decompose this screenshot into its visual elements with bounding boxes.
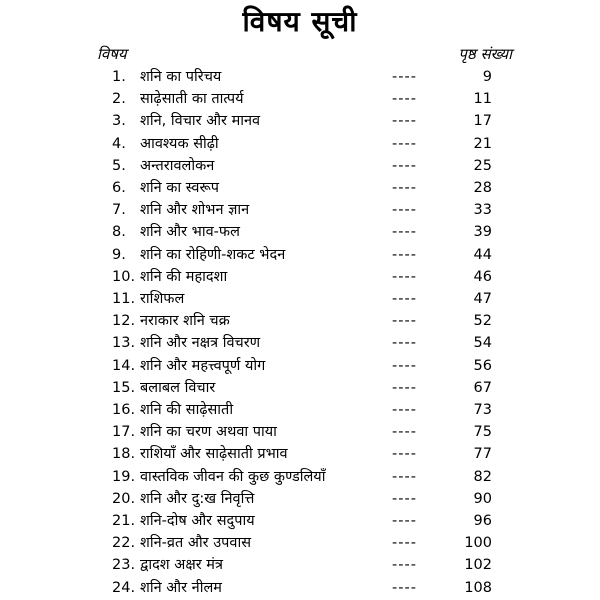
toc-entry bbox=[0, 332, 600, 354]
entry-dash: ---- bbox=[392, 113, 417, 130]
entry-page-number: 52 bbox=[473, 313, 492, 330]
entry-number: 15. bbox=[112, 379, 136, 396]
entry-label: शनि-व्रत और उपवास bbox=[140, 535, 252, 552]
entry-dash: ---- bbox=[392, 490, 417, 507]
toc-entry bbox=[0, 377, 600, 399]
entry-label: राशिफल bbox=[140, 291, 185, 307]
entry-label: शनि का स्वरूप bbox=[140, 180, 219, 196]
entry-page-number: 44 bbox=[473, 246, 492, 263]
entry-label: शनि और महत्त्वपूर्ण योग bbox=[140, 357, 266, 374]
toc-entry bbox=[0, 244, 600, 266]
entry-label: बलाबल विचार bbox=[140, 379, 216, 396]
entry-number: 6. bbox=[112, 180, 126, 196]
entry-page-number: 25 bbox=[473, 157, 492, 174]
entry-page-number: 77 bbox=[473, 446, 492, 463]
entry-page-number: 100 bbox=[464, 535, 492, 552]
entry-dash: ---- bbox=[392, 157, 417, 174]
entry-number: 5. bbox=[112, 157, 126, 174]
toc-entry bbox=[0, 443, 600, 465]
entry-label: राशियाँ और साढ़ेसाती प्रभाव bbox=[140, 446, 288, 463]
entry-label: शनि की साढ़ेसाती bbox=[140, 402, 234, 418]
entry-page-number: 102 bbox=[464, 557, 492, 574]
entry-label: साढ़ेसाती का तात्पर्य bbox=[140, 91, 244, 108]
entry-number: 21. bbox=[112, 513, 136, 529]
entry-dash: ---- bbox=[392, 357, 417, 374]
toc-entry bbox=[0, 577, 600, 599]
entry-label: नराकार शनि चक्र bbox=[140, 313, 230, 330]
entry-page-number: 56 bbox=[473, 357, 492, 374]
entry-number: 23. bbox=[112, 557, 136, 574]
entry-dash: ---- bbox=[392, 535, 417, 552]
entry-dash: ---- bbox=[392, 91, 417, 108]
entry-dash: ---- bbox=[392, 313, 417, 330]
entry-dash: ---- bbox=[392, 468, 417, 485]
entry-dash: ---- bbox=[392, 69, 417, 85]
subject-column-header: विषय bbox=[97, 45, 127, 63]
toc-entry bbox=[0, 288, 600, 310]
entry-number: 24. bbox=[112, 579, 136, 596]
entry-label: शनि और भाव-फल bbox=[140, 224, 240, 241]
entry-label: शनि का रोहिणी-शकट भेदन bbox=[140, 246, 286, 263]
entry-dash: ---- bbox=[392, 180, 417, 196]
entry-number: 20. bbox=[112, 490, 136, 507]
toc-entry bbox=[0, 510, 600, 532]
entry-number: 19. bbox=[112, 468, 136, 485]
entry-label: शनि और दु:ख निवृत्ति bbox=[140, 490, 255, 507]
toc-entry bbox=[0, 177, 600, 199]
toc-entry bbox=[0, 133, 600, 155]
toc-entry bbox=[0, 488, 600, 510]
entry-page-number: 11 bbox=[473, 91, 492, 108]
entry-number: 4. bbox=[112, 135, 126, 152]
entry-number: 13. bbox=[112, 335, 136, 352]
entry-number: 3. bbox=[112, 113, 126, 130]
entry-page-number: 90 bbox=[473, 490, 492, 507]
entry-label: शनि और नीलम bbox=[140, 579, 222, 596]
entry-page-number: 33 bbox=[473, 202, 492, 219]
entry-dash: ---- bbox=[392, 379, 417, 396]
entry-number: 22. bbox=[112, 535, 136, 552]
toc-entry bbox=[0, 110, 600, 132]
entry-dash: ---- bbox=[392, 291, 417, 307]
entry-dash: ---- bbox=[392, 202, 417, 219]
entry-page-number: 46 bbox=[473, 268, 492, 285]
entry-page-number: 82 bbox=[473, 468, 492, 485]
entry-number: 10. bbox=[112, 268, 136, 285]
entry-page-number: 73 bbox=[473, 402, 492, 418]
entry-label: शनि की महादशा bbox=[140, 268, 228, 285]
page-column-header: पृष्ठ संख्या bbox=[458, 45, 512, 63]
entry-page-number: 17 bbox=[473, 113, 492, 130]
entry-dash: ---- bbox=[392, 268, 417, 285]
toc-entry bbox=[0, 466, 600, 488]
entry-page-number: 67 bbox=[473, 379, 492, 396]
entry-dash: ---- bbox=[392, 135, 417, 152]
entry-label: शनि का परिचय bbox=[140, 69, 222, 85]
entry-label: शनि और शोभन ज्ञान bbox=[140, 202, 250, 219]
entry-dash: ---- bbox=[392, 224, 417, 241]
entry-dash: ---- bbox=[392, 513, 417, 529]
entry-label: वास्तविक जीवन की कुछ कुण्डलियाँ bbox=[140, 468, 326, 485]
entry-page-number: 9 bbox=[482, 69, 492, 85]
entry-dash: ---- bbox=[392, 446, 417, 463]
entry-label: आवश्यक सीढ़ी bbox=[140, 135, 219, 152]
page-title: विषय सूची bbox=[242, 5, 358, 38]
entry-label: शनि और नक्षत्र विचरण bbox=[140, 335, 261, 352]
entry-dash: ---- bbox=[392, 335, 417, 352]
entry-number: 2. bbox=[112, 91, 126, 108]
entry-dash: ---- bbox=[392, 246, 417, 263]
entry-label: द्वादश अक्षर मंत्र bbox=[140, 557, 223, 574]
entry-number: 17. bbox=[112, 424, 136, 441]
toc-entry bbox=[0, 221, 600, 243]
entry-number: 8. bbox=[112, 224, 126, 241]
entry-dash: ---- bbox=[392, 424, 417, 441]
toc-entry bbox=[0, 355, 600, 377]
entry-label: शनि का चरण अथवा पाया bbox=[140, 424, 277, 441]
entry-page-number: 75 bbox=[473, 424, 492, 441]
entry-label: अन्तरावलोकन bbox=[140, 157, 215, 174]
toc-entry bbox=[0, 532, 600, 554]
entry-dash: ---- bbox=[392, 557, 417, 574]
toc-entry bbox=[0, 66, 600, 88]
toc-entry bbox=[0, 421, 600, 443]
toc-entry bbox=[0, 266, 600, 288]
toc-entry bbox=[0, 399, 600, 421]
toc-entry bbox=[0, 199, 600, 221]
toc-entry bbox=[0, 310, 600, 332]
entry-dash: ---- bbox=[392, 579, 417, 596]
entry-page-number: 28 bbox=[473, 180, 492, 196]
entry-page-number: 108 bbox=[464, 579, 492, 596]
entry-page-number: 47 bbox=[473, 291, 492, 307]
entry-number: 9. bbox=[112, 246, 126, 263]
entry-number: 14. bbox=[112, 357, 136, 374]
entry-number: 16. bbox=[112, 402, 136, 418]
toc-entry bbox=[0, 155, 600, 177]
entry-number: 1. bbox=[112, 69, 126, 85]
toc-entry bbox=[0, 554, 600, 576]
entry-page-number: 39 bbox=[473, 224, 492, 241]
entry-number: 12. bbox=[112, 313, 136, 330]
entry-page-number: 21 bbox=[473, 135, 492, 152]
entry-page-number: 96 bbox=[473, 513, 492, 529]
entry-dash: ---- bbox=[392, 402, 417, 418]
entry-label: शनि-दोष और सदुपाय bbox=[140, 513, 255, 529]
toc-entry bbox=[0, 88, 600, 110]
entry-number: 7. bbox=[112, 202, 126, 219]
entry-number: 11. bbox=[112, 291, 136, 307]
entry-number: 18. bbox=[112, 446, 136, 463]
entry-label: शनि, विचार और मानव bbox=[140, 113, 261, 130]
entry-page-number: 54 bbox=[473, 335, 492, 352]
